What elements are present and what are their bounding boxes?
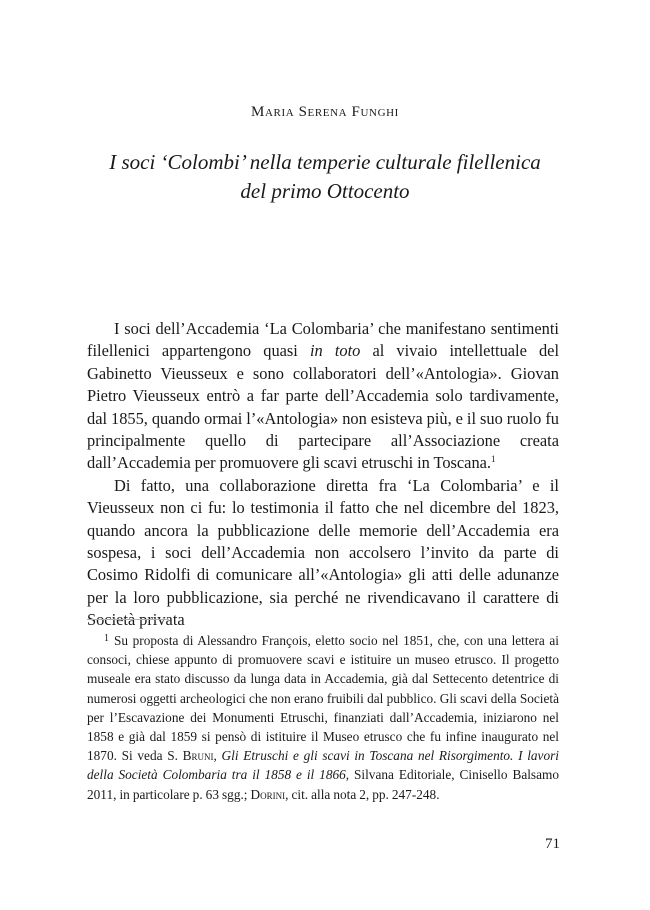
footnote-reference[interactable]: 1 bbox=[491, 454, 496, 465]
footnotes bbox=[87, 631, 559, 804]
footnote-text-d: , cit. alla nota 2, pp. 247-248. bbox=[285, 786, 440, 802]
footnote-book-title: Gli Etruschi e gli scavi in Toscana nel Risorgimento. I lavori della Società Colombaria tra il 1858 e il 1866 bbox=[87, 748, 559, 783]
footnote-separator bbox=[87, 619, 169, 620]
paragraph-1-text-b: al vivaio intellettuale del Gabinetto Vieusseux e sono collaboratori dell’«Antologia». Giovan Pietro Vieusseux entrò a far parte dell’Accademia solo tardivamente, dal 1855, quando ormai l’«Antologia» non esisteva più, e il suo ruolo fu principalmente quello di partecipare all’Associazione creata dall’Accademia per promuovere gli scavi etruschi in Toscana. bbox=[87, 341, 560, 473]
author-name: Maria Serena Funghi bbox=[251, 104, 399, 120]
page-number: 71 bbox=[545, 836, 560, 852]
chapter-title bbox=[0, 148, 650, 206]
footnote-author-2: Dorini bbox=[250, 786, 286, 802]
paragraph-2: Di fatto, una collaborazione diretta fra ‘La Colombaria’ e il Vieusseux non ci fu: lo testimonia il fatto che nel dicembre del 1823, quando ancora la pubblicazione delle memorie dell’Accademia era sospesa, i soci dell’Accademia non accolsero l’invito da parte di Cosimo Ridolfi di comunicare all’«Antologia» gli atti delle adunanze per la loro pubblicazione, sia perché ne rivendicavano il carattere di Società privata bbox=[87, 475, 559, 630]
footnote-text-a: Su proposta di Alessandro François, eletto socio nel 1851, che, con una lettera ai consoci, chiese appunto di promuovere scavi e istituire un museo etrusco. Il progetto museale era stato discusso da lunga data in Accademia, già dal Settecento detentrice di numerosi oggetti archeologici che non erano fruibili dal pubblico. Gli scavi della Società per l’Escavazione dei Monumenti Etruschi, finanziati dall’Accademia, iniziarono nel 1858 e già dal 1859 si pensò di istituire il Museo etrusco che fu infine inaugurato nel 1870. Si veda S. bbox=[87, 633, 559, 764]
paragraph-1-text-a: I soci dell’Accademia ‘La Colombaria’ che manifestano sentimenti filellenici appartengono quasi bbox=[87, 319, 559, 361]
footnote-text-b: , bbox=[213, 748, 222, 764]
paragraph-1 bbox=[87, 318, 559, 475]
body-text bbox=[87, 318, 559, 632]
chapter-title-line-1: I soci ‘Colombi’ nella temperie culturale filellenica bbox=[109, 150, 541, 174]
chapter-title-line-2: del primo Ottocento bbox=[240, 179, 410, 203]
footnote-text-c: , Silvana Editoriale, Cinisello Balsamo 2011, in particolare p. 63 sgg.; bbox=[87, 767, 559, 802]
footnote-number: 1 bbox=[104, 633, 109, 644]
paragraph-1-italic: in toto bbox=[309, 341, 361, 361]
footnote-1 bbox=[87, 631, 559, 804]
footnote-author: Bruni bbox=[182, 748, 214, 764]
